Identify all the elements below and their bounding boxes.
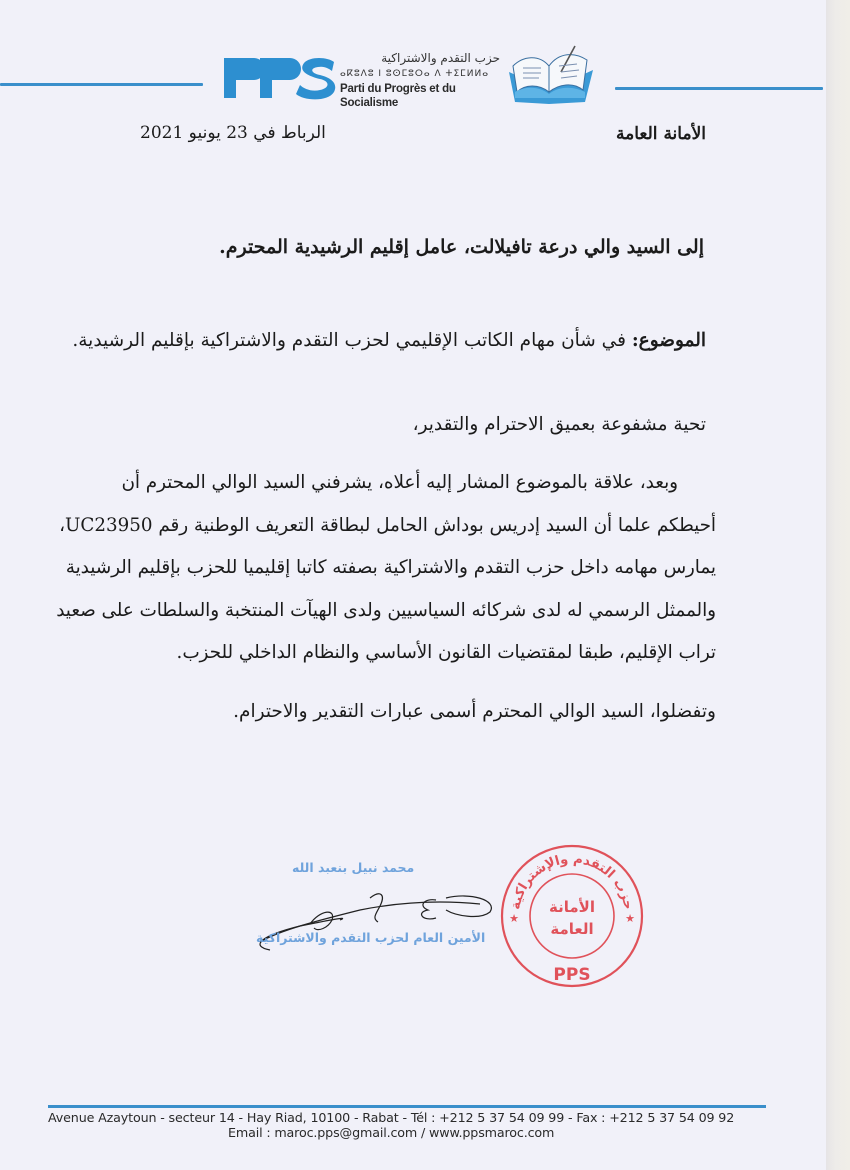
body-line: والممثل الرسمي له لدى شركائه السياسيين ولدى الهيآت المنتخبة والسلطات على صعيد: [56, 599, 716, 621]
open-book-icon: [505, 42, 595, 108]
recipient-line: إلى السيد والي درعة تافيلالت، عامل إقليم الرشيدية المحترم.: [219, 236, 704, 258]
party-name-french: Parti du Progrès et du Socialisme: [340, 83, 456, 109]
body-line: يمارس مهامه داخل حزب التقدم والاشتراكية بصفته كاتبا إقليميا للحزب بإقليم الرشيدية: [65, 557, 716, 578]
footer-address: Avenue Azaytoun - secteur 14 - Hay Riad, 10100 - Rabat - Tél : +212 5 37 54 09 99 - Fax : +212 5 37 54 09 92: [48, 1110, 735, 1125]
body-line: وبعد، علاقة بالموضوع المشار إليه أعلاه، يشرفني السيد الوالي المحترم أن: [121, 472, 678, 493]
party-name-arabic: حزب التقدم والاشتراكية: [381, 51, 500, 65]
stamp-center-line2: العامة: [550, 920, 594, 938]
stamp-bottom-text: PPS: [553, 965, 591, 985]
stamp-ring-text: حزب التقدم والإشتراكية: [508, 851, 636, 911]
paper-edge: [826, 0, 850, 1170]
stamp-center-line1: الأمانة: [549, 898, 595, 916]
subject-text: في شأن مهام الكاتب الإقليمي لحزب التقدم والاشتراكية بإقليم الرشيدية.: [72, 330, 632, 351]
subject-label: الموضوع:: [631, 330, 706, 351]
place-date: الرباط في 23 يونيو 2021: [140, 123, 326, 143]
subject-line: [72, 330, 706, 351]
closing-line: وتفضلوا، السيد الوالي المحترم أسمى عبارات التقدير والاحترام.: [233, 701, 716, 722]
official-stamp-icon: [497, 838, 647, 993]
greeting: تحية مشفوعة بعميق الاحترام والتقدير،: [412, 414, 706, 435]
party-name-block: [340, 50, 510, 110]
body-line: أحيطكم علما أن السيد إدريس بوداش الحامل لبطاقة التعريف الوطنية رقم UC23950،: [59, 514, 716, 536]
header-rule-right: [615, 87, 823, 90]
body-line: تراب الإقليم، طبقا لمقتضيات القانون الأساسي والنظام الداخلي للحزب.: [176, 642, 716, 663]
signatory-name: محمد نبيل بنعبد الله: [292, 860, 415, 875]
party-name-tifinagh: ⴰⴽⵓⴷⵓ ⵏ ⵓⵙⵎⵓⵔⴰ ⴷ ⵜⵉⵎⵍⵍⴰ: [340, 69, 490, 79]
stamp-star-right-icon: ★: [625, 912, 635, 925]
header-rule-left: [0, 83, 203, 86]
handwritten-signature-icon: [240, 880, 500, 960]
footer-contact: Email : maroc.pps@gmail.com / www.ppsmaroc.com: [228, 1125, 555, 1140]
stamp-star-left-icon: ★: [509, 912, 519, 925]
pps-logo-icon: [224, 54, 336, 102]
footer-rule: [48, 1105, 766, 1108]
signatory-title: الأمين العام لحزب التقدم والاشتراكية: [256, 930, 486, 945]
body-paragraph: [56, 462, 716, 675]
department-label: الأمانة العامة: [616, 124, 706, 144]
